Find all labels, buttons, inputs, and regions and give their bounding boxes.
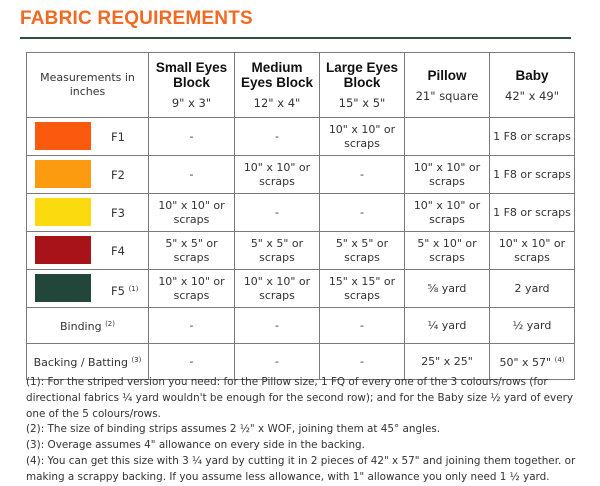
row-label-text: Binding: [60, 320, 102, 333]
quantity-value: ¼ yard: [427, 318, 467, 332]
page-title: FABRIC REQUIREMENTS: [20, 8, 253, 29]
column-title: Pillow: [427, 67, 467, 83]
quantity-cell: 10" x 10" or scraps: [405, 156, 490, 194]
quantity-cell: 2 yard: [490, 270, 575, 308]
fabric-label-cell: [27, 156, 149, 194]
quantity-cell: 5" x 5" or scraps: [235, 232, 320, 270]
column-header: [235, 53, 320, 118]
column-header: [320, 53, 405, 118]
column-dimension: 21" square: [415, 88, 479, 103]
quantity-value: -: [275, 354, 279, 368]
quantity-value: ½ yard: [512, 318, 552, 332]
footnote: (3): Overage assumes 4" allowance on every side in the backing.: [26, 439, 365, 452]
column-dimension: 9" x 3": [171, 96, 212, 110]
quantity-cell: 10" x 10" or scraps: [405, 194, 490, 232]
footnote: (4): You can get this size with 3 ¼ yard by cutting it in 2 pieces of 42" x 57" and joining them together. or making a scrappy backing. If you assume less allowance, with 1" allowance you only need 1 ½ yard.: [26, 454, 576, 483]
quantity-cell: 1 F8 or scraps: [490, 156, 575, 194]
fabric-swatch: [35, 236, 91, 264]
column-header: [405, 53, 490, 118]
fabric-row: [27, 194, 575, 232]
row-label-text: Backing / Batting: [33, 356, 128, 369]
quantity-cell: 5" x 5" or scraps: [320, 232, 405, 270]
quantity-cell: -: [149, 156, 235, 194]
fabric-label-text: F3: [111, 206, 125, 220]
quantity-cell: 5" x 5" or scraps: [149, 232, 235, 270]
quantity-cell: -: [235, 118, 320, 156]
footnote-ref: (1): [128, 285, 139, 293]
column-header: [149, 53, 235, 118]
footnote: (2): The size of binding strips assumes 2 ½" x WOF, joining them at 45° angles.: [26, 423, 441, 436]
column-dimension: 12" x 4": [253, 96, 301, 110]
fabric-row: [27, 156, 575, 194]
quantity-value: -: [275, 318, 279, 332]
quantity-cell: 1 F8 or scraps: [490, 194, 575, 232]
fabric-label: [111, 168, 125, 182]
footnotes: [26, 375, 578, 486]
column-title: Baby: [515, 67, 549, 83]
quantity-cell: ⅝ yard: [405, 270, 490, 308]
quantity-cell: 10" x 10" or scraps: [149, 194, 235, 232]
footnote-ref: (2): [105, 320, 115, 328]
row-label: [27, 308, 149, 344]
quantity-value: -: [189, 354, 194, 368]
column-title: Large Eyes Block: [325, 60, 399, 90]
column-title: Medium Eyes Block: [240, 60, 314, 90]
header-row: [27, 53, 575, 118]
quantity-cell: [405, 308, 490, 344]
column-header: [490, 53, 575, 118]
fabric-label: [111, 206, 125, 220]
quantity-cell: 10" x 10" or scraps: [149, 270, 235, 308]
quantity-cell: 10" x 10" or scraps: [320, 118, 405, 156]
quantity-cell: 10" x 10" or scraps: [490, 232, 575, 270]
fabric-requirements-table: [26, 52, 575, 380]
quantity-cell: 5" x 10" or scraps: [405, 232, 490, 270]
fabric-label-cell: [27, 118, 149, 156]
title-divider: [20, 37, 571, 39]
quantity-value: 25" x 25": [421, 354, 473, 368]
quantity-cell: 15" x 15" or scraps: [320, 270, 405, 308]
quantity-cell: [490, 308, 575, 344]
column-dimension: 42" x 49": [505, 88, 559, 103]
fabric-label-cell: [27, 232, 149, 270]
quantity-cell: -: [320, 194, 405, 232]
fabric-row: [27, 118, 575, 156]
footnote-ref: (3): [131, 356, 142, 364]
fabric-label-text: F4: [111, 244, 125, 258]
fabric-swatch: [35, 122, 91, 150]
column-dimension: 15" x 5": [338, 96, 386, 110]
extra-row: [27, 308, 575, 344]
fabric-swatch: [35, 160, 91, 188]
quantity-cell: [149, 308, 235, 344]
quantity-cell: [405, 118, 490, 156]
quantity-cell: [235, 308, 320, 344]
quantity-cell: [320, 308, 405, 344]
quantity-cell: 10" x 10" or scraps: [235, 270, 320, 308]
fabric-label: [111, 130, 125, 144]
fabric-label: [111, 282, 139, 298]
footnote: (1): For the striped version you need: for the Pillow size, 1 FQ of every one of the 3 colours/rows (for directional fabrics ¼ yard wouldn't be enough for the second row); and for the Baby size ½ yard of every one of the 5 colours/rows.: [26, 376, 574, 420]
fabric-label: [111, 244, 125, 258]
fabric-label-text: F2: [111, 168, 125, 182]
fabric-label-cell: [27, 194, 149, 232]
quantity-cell: 10" x 10" or scraps: [235, 156, 320, 194]
quantity-value: -: [189, 318, 194, 332]
fabric-label-cell: [27, 270, 149, 308]
fabric-label-text: F5: [111, 284, 125, 298]
quantity-cell: 1 F8 or scraps: [490, 118, 575, 156]
quantity-cell: -: [149, 118, 235, 156]
footnote-ref: (4): [554, 356, 565, 364]
quantity-cell: -: [320, 156, 405, 194]
quantity-cell: -: [235, 194, 320, 232]
corner-label: Measurements in inches: [27, 53, 149, 118]
fabric-swatch: [35, 274, 91, 302]
quantity-value: -: [360, 354, 364, 368]
fabric-swatch: [35, 198, 91, 226]
fabric-row: [27, 232, 575, 270]
fabric-row: [27, 270, 575, 308]
quantity-value: 50" x 57": [499, 356, 552, 369]
quantity-value: -: [360, 318, 364, 332]
column-title: Small Eyes Block: [155, 60, 228, 90]
fabric-label-text: F1: [111, 130, 125, 144]
